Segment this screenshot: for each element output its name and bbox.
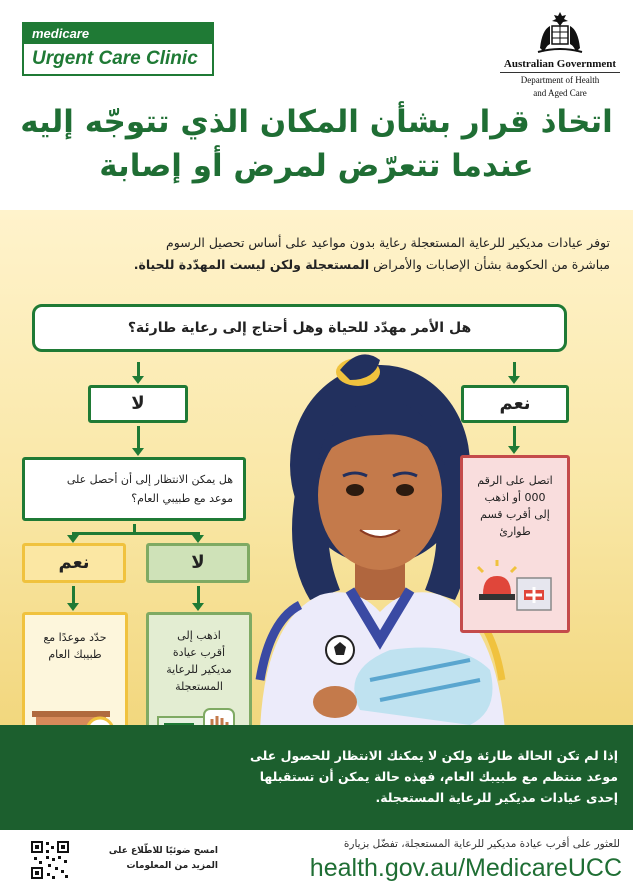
intro-text: [30, 232, 610, 276]
title-line-2: عندما تتعرّض لمرض أو إصابة: [99, 148, 534, 184]
title-line-1: اتخاذ قرار بشأن المكان الذي تتوجّه إليه: [20, 104, 613, 140]
department-name-line1: Department of Health: [520, 75, 600, 85]
result-go-to-ucc: [146, 612, 252, 725]
result-000-line-3: إلى أقرب قسم: [480, 508, 550, 521]
band-line-3: إحدى عيادات مديكير للرعاية المستعجلة.: [375, 790, 618, 805]
urgent-care-clinic-logo: [22, 22, 214, 76]
connector-arrow: [137, 362, 140, 378]
answer-yes: نعم: [22, 543, 126, 583]
result-gp-line-2: طبيبك العام: [48, 648, 102, 661]
connector-arrow: [72, 532, 75, 537]
connector-arrow: [197, 532, 200, 537]
connector-arrow: [513, 362, 516, 378]
header: [0, 0, 633, 210]
ucc-name: Urgent Care Clinic: [32, 48, 198, 69]
result-ucc-line-1: اذهب إلى: [177, 629, 221, 642]
band-message: [30, 745, 618, 808]
question-can-wait-line-2: موعد مع طبيبي العام؟: [131, 492, 233, 505]
government-logo: [500, 10, 620, 99]
footer: [0, 830, 633, 895]
emergency-siren-icon: [469, 554, 559, 614]
intro-line-1: توفر عيادات مديكير للرعاية المستعجلة رعاية بدون مواعيد على أساس تحصيل الرسوم: [166, 235, 610, 250]
gp-clinic-icon: [30, 693, 120, 725]
result-000-line-1: اتصل على الرقم: [477, 474, 553, 487]
connector-arrow: [137, 426, 140, 450]
answer-no: لا: [146, 543, 250, 583]
scan-line-1: امسح ضوئيًا للاطّلاع على: [108, 846, 218, 856]
website-link[interactable]: health.gov.au/MedicareUCC: [309, 854, 622, 882]
answer-yes: نعم: [461, 385, 569, 423]
band-line-2: موعد منتظم مع طبيبك العام، فهذه حالة يمكن أن تستقبلها: [259, 769, 618, 784]
bottom-message-band: [0, 725, 633, 830]
coat-of-arms-icon: [534, 10, 586, 56]
result-see-gp: [22, 612, 128, 725]
department-name-line2: and Aged Care: [533, 88, 587, 98]
connector-line: [72, 532, 200, 535]
result-gp-line-1: حدّد موعدًا مع: [43, 631, 107, 644]
result-ucc-line-2: أقرب عيادة: [172, 646, 226, 659]
scan-line-2: المزيد من المعلومات: [126, 861, 218, 871]
intro-line-2-normal: مباشرة من الحكومة بشأن الإصابات والأمراض: [369, 257, 610, 272]
qr-code-icon[interactable]: [30, 840, 70, 880]
page-title: [20, 100, 613, 188]
scan-qr-text: [78, 844, 218, 874]
result-000-line-2: 000 أو اذهب: [484, 491, 546, 504]
connector-arrow: [197, 586, 200, 605]
intro-line-2: [30, 254, 610, 276]
find-nearest-text: للعثور على أقرب عيادة مديكير للرعاية المستعجلة، تفضّل بزيارة: [343, 838, 620, 850]
connector-arrow: [72, 586, 75, 605]
flowchart-section: [0, 210, 633, 725]
intro-line-2-bold: المستعجلة ولكن ليست المهدّدة للحياة.: [133, 257, 370, 272]
ucc-building-icon: [154, 701, 244, 725]
question-can-wait: [22, 457, 246, 521]
band-line-1: إذا لم تكن الحالة طارئة ولكن لا يمكنك الانتظار للحصول على: [249, 748, 618, 763]
result-ucc-line-4: المستعجلة: [175, 680, 223, 693]
result-000-line-4: طوارئ: [499, 525, 531, 538]
question-life-threatening: هل الأمر مهدّد للحياة وهل أحتاج إلى رعاية طارئة؟: [32, 304, 567, 352]
result-call-000: [460, 455, 570, 633]
government-name: Australian Government: [500, 58, 620, 73]
answer-no: لا: [88, 385, 188, 423]
medicare-wordmark: medicare: [24, 24, 212, 44]
result-ucc-line-3: مديكير للرعاية: [166, 663, 232, 676]
question-can-wait-line-1: هل يمكن الانتظار إلى أن أحصل على: [66, 473, 233, 486]
connector-arrow: [513, 426, 516, 448]
